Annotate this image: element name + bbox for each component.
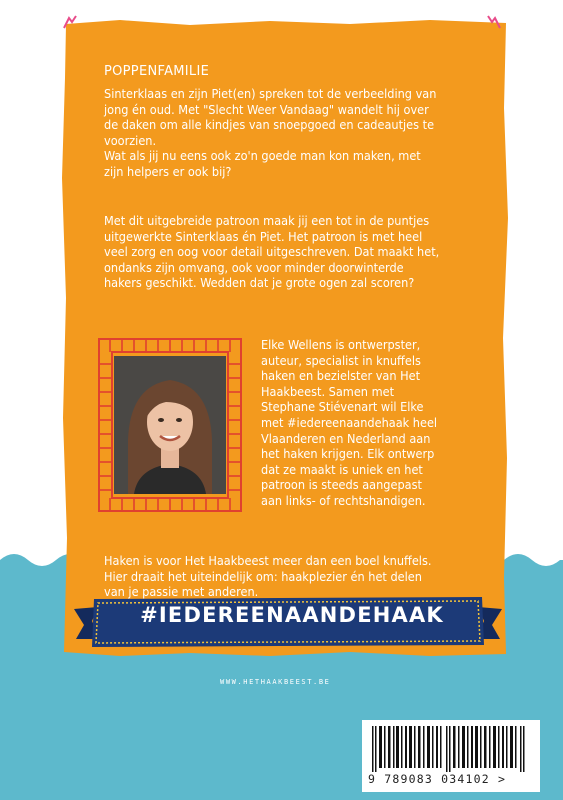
- pin-icon-left: [62, 14, 78, 30]
- portrait-illustration: [114, 356, 226, 494]
- pin-icon-right: [486, 14, 502, 30]
- banner-hashtag: #IEDEREENAANDEHAAK: [140, 603, 444, 627]
- isbn-barcode: [362, 720, 540, 792]
- closing-block: [104, 553, 504, 600]
- closing-text: Haken is voor Het Haakbeest meer dan een boel knuffels. Hier draait het uiteindelijk om: haakplezier én het delen van je passie met anderen.: [104, 553, 432, 600]
- author-bio-block: [261, 337, 501, 509]
- barcode-bars: [372, 726, 532, 772]
- isbn-number: 9 789083 034102 >: [368, 772, 507, 786]
- author-photo: [114, 356, 226, 494]
- website-url: WWW.HETHAAKBEEST.BE: [220, 678, 331, 686]
- paragraph-1: Sinterklaas en zijn Piet(en) spreken tot de verbeelding van jong én oud. Met "Slecht Weer Vandaag" wandelt hij over de daken om alle kindjes van snoepgoed en cadeautjes te voorzien. Wat als jij nu eens ook zo'n goede man kon maken, met zijn helpers er ook bij?: [104, 86, 437, 179]
- pattern-text: [104, 213, 504, 291]
- author-bio: Elke Wellens is ontwerpster, auteur, specialist in knuffels haken en bezielster van Het Haakbeest. Samen met Stephane Stiévenart wil Elke met #iedereenaandehaak heel Vlaanderen en Nederland aan het haken krijgen. Elk ontwerp dat ze maakt is uniek en het patroon is steeds aangepast aan links- of rechtshandigen.: [261, 337, 438, 508]
- paragraph-2: Met dit uitgebreide patroon maak jij een tot in de puntjes uitgewerkte Sinterklaas én Piet. Het patroon is met heel veel zorg en oog voor detail uitgeschreven. Dat maakt het, ondanks zijn omvang, ook voor minder doorwinterde hakers geschikt. Wedden dat je grote ogen zal scoren?: [104, 213, 440, 291]
- intro-text: [104, 86, 504, 180]
- book-title: POPPENFAMILIE: [104, 64, 210, 79]
